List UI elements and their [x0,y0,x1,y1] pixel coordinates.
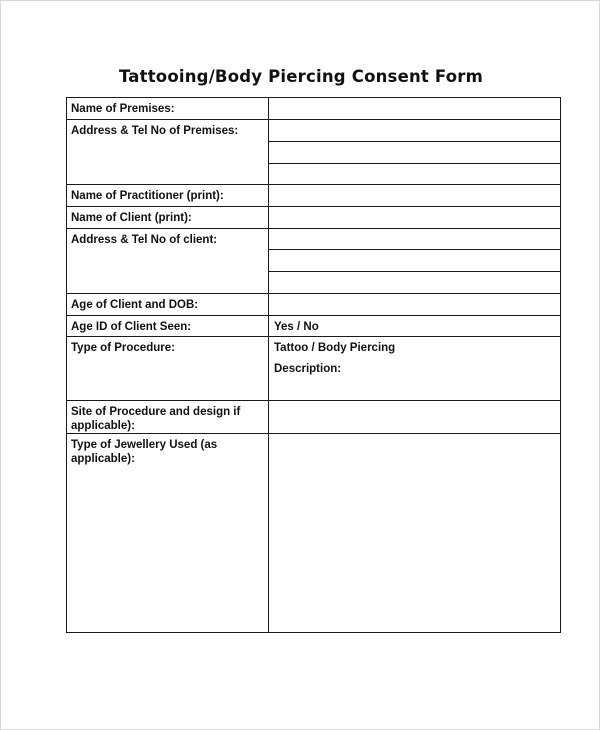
form-title: Tattooing/Body Piercing Consent Form [118,67,484,86]
procedure-site-field[interactable] [269,401,561,434]
procedure-site-label: Site of Procedure and design if applicable): [67,401,269,434]
procedure-type-field[interactable] [269,337,561,401]
client-age-dob-field[interactable] [269,294,561,316]
consent-form-table [66,97,561,633]
premises-address-line-3[interactable] [269,164,561,185]
procedure-type-label: Type of Procedure: [67,337,269,401]
table-row [67,337,561,401]
table-row [67,294,561,316]
age-id-seen-options[interactable]: Yes / No [269,316,561,337]
client-name-label: Name of Client (print): [67,207,269,229]
client-address-line-3[interactable] [269,272,561,294]
practitioner-name-field[interactable] [269,185,561,207]
table-row [67,316,561,337]
age-id-seen-label: Age ID of Client Seen: [67,316,269,337]
table-row [67,434,561,633]
client-address-line-1[interactable] [269,229,561,250]
table-row [67,185,561,207]
procedure-options: Tattoo / Body Piercing [274,342,396,354]
client-address-line-2[interactable] [269,250,561,272]
jewellery-type-field[interactable] [269,434,561,633]
table-row [67,207,561,229]
client-address-label: Address & Tel No of client: [67,229,269,294]
premises-address-line-2[interactable] [269,142,561,164]
table-row [67,98,561,120]
description-label: Description: [274,363,342,375]
premises-address-label: Address & Tel No of Premises: [67,120,269,185]
practitioner-name-label: Name of Practitioner (print): [67,185,269,207]
client-age-dob-label: Age of Client and DOB: [67,294,269,316]
premises-name-label: Name of Premises: [67,98,269,120]
table-row [67,401,561,434]
premises-address-line-1[interactable] [269,120,561,142]
table-row [67,120,561,142]
table-row [67,229,561,250]
client-name-field[interactable] [269,207,561,229]
premises-name-field[interactable] [269,98,561,120]
jewellery-type-label: Type of Jewellery Used (as applicable): [67,434,269,633]
